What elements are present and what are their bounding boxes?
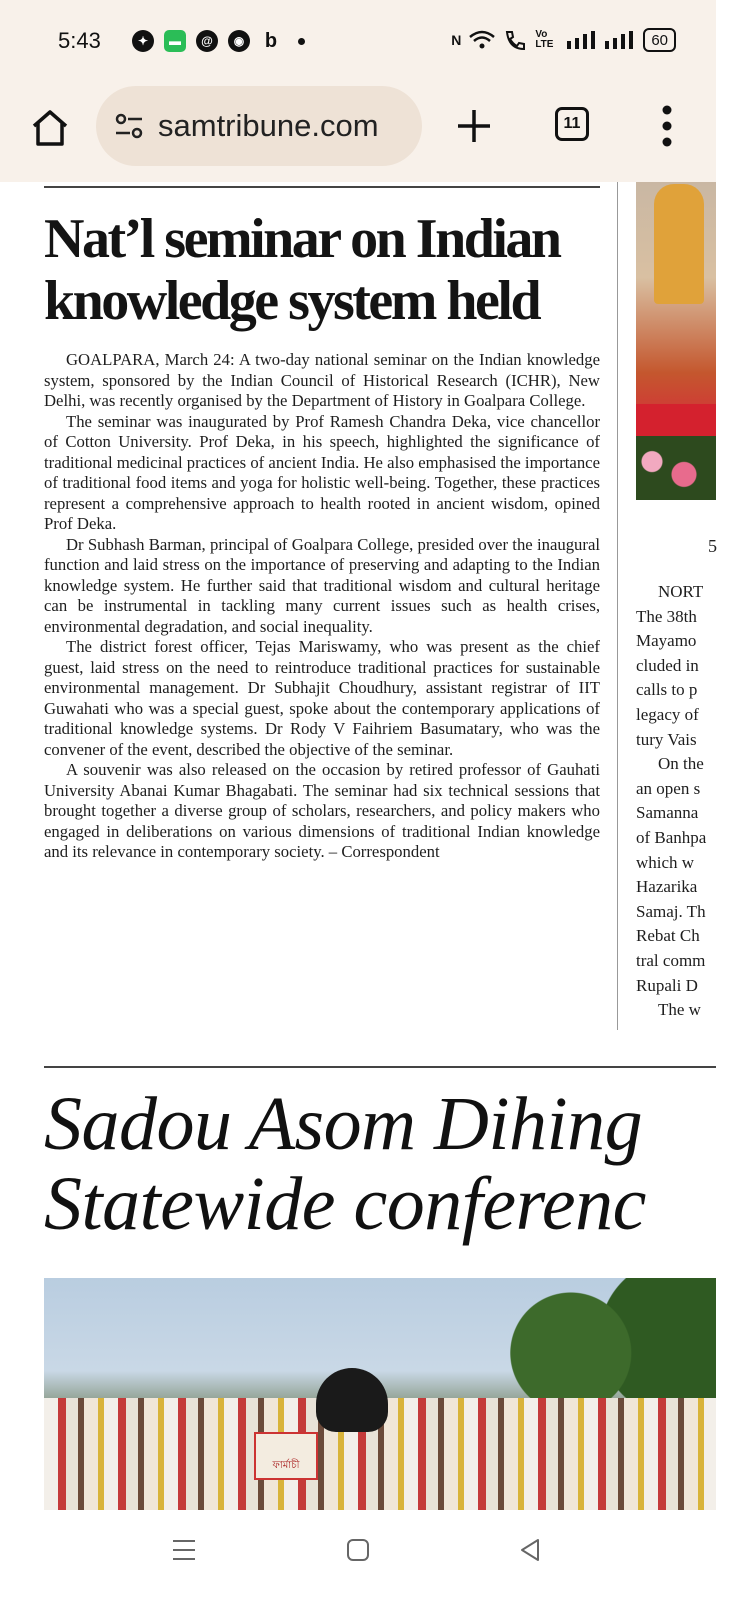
procession-photo (44, 1278, 716, 1510)
battery-icon: 60 (643, 28, 676, 52)
divider (44, 186, 600, 188)
wifi-call-icon (503, 30, 527, 50)
right-column-line: an open s (636, 778, 701, 798)
right-column-line: Hazarika (636, 877, 698, 897)
right-column-line: calls to p (636, 680, 698, 700)
signal-icon (567, 31, 597, 49)
signal-icon-2 (605, 31, 635, 49)
second-headline-line-1: Sadou Asom Dihing (44, 1082, 643, 1166)
photo-flowers (636, 436, 716, 500)
article-paragraph: The seminar was inaugurated by Prof Ramesh Chandra Deka, vice chancellor of Cotton University. Prof Deka, in his speech, highlighted the significance of traditional medicinal practices of ancient India. He also emphasised the importance of traditional food items and yoga for holistic well-being. Together, these practices represent a comprehensive approach to health rooted in ancient wisdom, opined Prof Deka. (44, 411, 600, 533)
article-headline: Nat’l seminar on Indian knowledge system held (44, 208, 560, 332)
home-icon[interactable] (30, 108, 70, 148)
article-paragraph: GOALPARA, March 24: A two-day national seminar on the Indian knowledge system, sponsored by the Indian Council of Historical Research (ICHR), New Delhi, was recently organised by the Department of History in Goalpara College. (44, 350, 600, 410)
right-column-line: Samaj. Th (636, 901, 706, 921)
system-nav-bar (0, 1510, 716, 1600)
more-options-icon[interactable] (660, 104, 674, 148)
right-column-line: legacy of (636, 704, 699, 724)
recent-apps-icon[interactable] (172, 1538, 196, 1562)
article-paragraph: Dr Subhash Barman, principal of Goalpara College, presided over the inaugural function and laid stress on the importance of preserving and adapting to the Indian knowledge system. He further said that traditional wisdom and cultural heritage can be instrumental in tackling many current issues such as health crises, environmental degradation, and social inequality. (44, 534, 600, 636)
messages-icon: ▬ (164, 30, 186, 52)
chrome-icon: ◉ (228, 30, 250, 52)
right-column-line: which w (636, 852, 695, 872)
article-paragraph: A souvenir was also released on the occasion by retired professor of Gauhati University Abanai Kumar Bhagabati. The seminar had six technical sessions that brought together a diverse group of scholars, researchers, and policy makers who engaged in deliberations on various dimensions of traditional Indian knowledge and its relevance in contemporary society. – Correspondent (44, 760, 600, 861)
right-column-photo (636, 182, 716, 500)
article-body (44, 350, 600, 863)
threads-icon: @ (196, 30, 218, 52)
right-column-line: tury Vais (636, 729, 697, 749)
photo-sign-text: ফাৰ্মাচী (272, 1460, 300, 1471)
right-column-line: cluded in (636, 655, 699, 675)
newspaper-page[interactable] (0, 182, 716, 1510)
b-app-icon: b (264, 29, 278, 52)
right-column-line: The w (658, 1000, 701, 1020)
right-column-line: of Banhpa (636, 827, 707, 847)
home-nav-icon[interactable] (346, 1538, 370, 1562)
photo-motorcyclist (316, 1368, 388, 1432)
right-column-line: Rupali D (636, 975, 698, 995)
article-paragraph: The district forest officer, Tejas Mariswamy, who was present as the chief guest, laid stress on the need to reintroduce traditional practices for sustainable environmental management. Dr Subhajit Choudhury, assistant registrar of IIT Guwahati who was a special guest, spoke about the contemporary applications of traditional knowledge systems. Dr Rody V Faihriem Basumatary, who was the convener of the event, described the objective of the seminar. (44, 637, 600, 759)
messenger-icon: ✦ (132, 30, 154, 52)
back-icon[interactable] (518, 1538, 542, 1562)
tab-switcher-button[interactable]: 11 (555, 107, 589, 141)
column-divider (617, 182, 618, 1030)
new-tab-icon[interactable] (454, 106, 494, 146)
site-settings-icon[interactable] (114, 112, 144, 140)
second-headline-line-2: Statewide conferenc (44, 1162, 646, 1246)
photo-figure (654, 184, 704, 304)
status-bar (0, 0, 716, 82)
right-column-line: NORT (658, 582, 704, 601)
url-text[interactable]: samtribune.com (158, 108, 379, 143)
photo-banner (636, 404, 716, 436)
right-column-line: On the (658, 754, 704, 774)
more-notifications-dot (298, 38, 305, 45)
second-article-headline (44, 1084, 744, 1244)
nfc-icon: N (451, 32, 462, 48)
notification-icons (132, 30, 305, 52)
right-column-line: Samanna (636, 803, 699, 823)
volte-label: Vo LTE (535, 29, 554, 50)
wifi-icon (469, 30, 495, 50)
right-column-line: Mayamo (636, 631, 697, 651)
status-right (451, 28, 676, 52)
status-time: 5:43 (58, 28, 101, 53)
right-column-mark: 5 (708, 536, 717, 556)
address-bar[interactable] (96, 86, 422, 166)
divider (44, 1066, 716, 1068)
right-column-text (636, 580, 716, 1023)
photo-sign (254, 1432, 318, 1480)
browser-toolbar (0, 82, 716, 182)
right-column-line: Rebat Ch (636, 926, 700, 946)
right-column-line: tral comm (636, 950, 706, 970)
right-column-line: The 38th (636, 606, 697, 626)
